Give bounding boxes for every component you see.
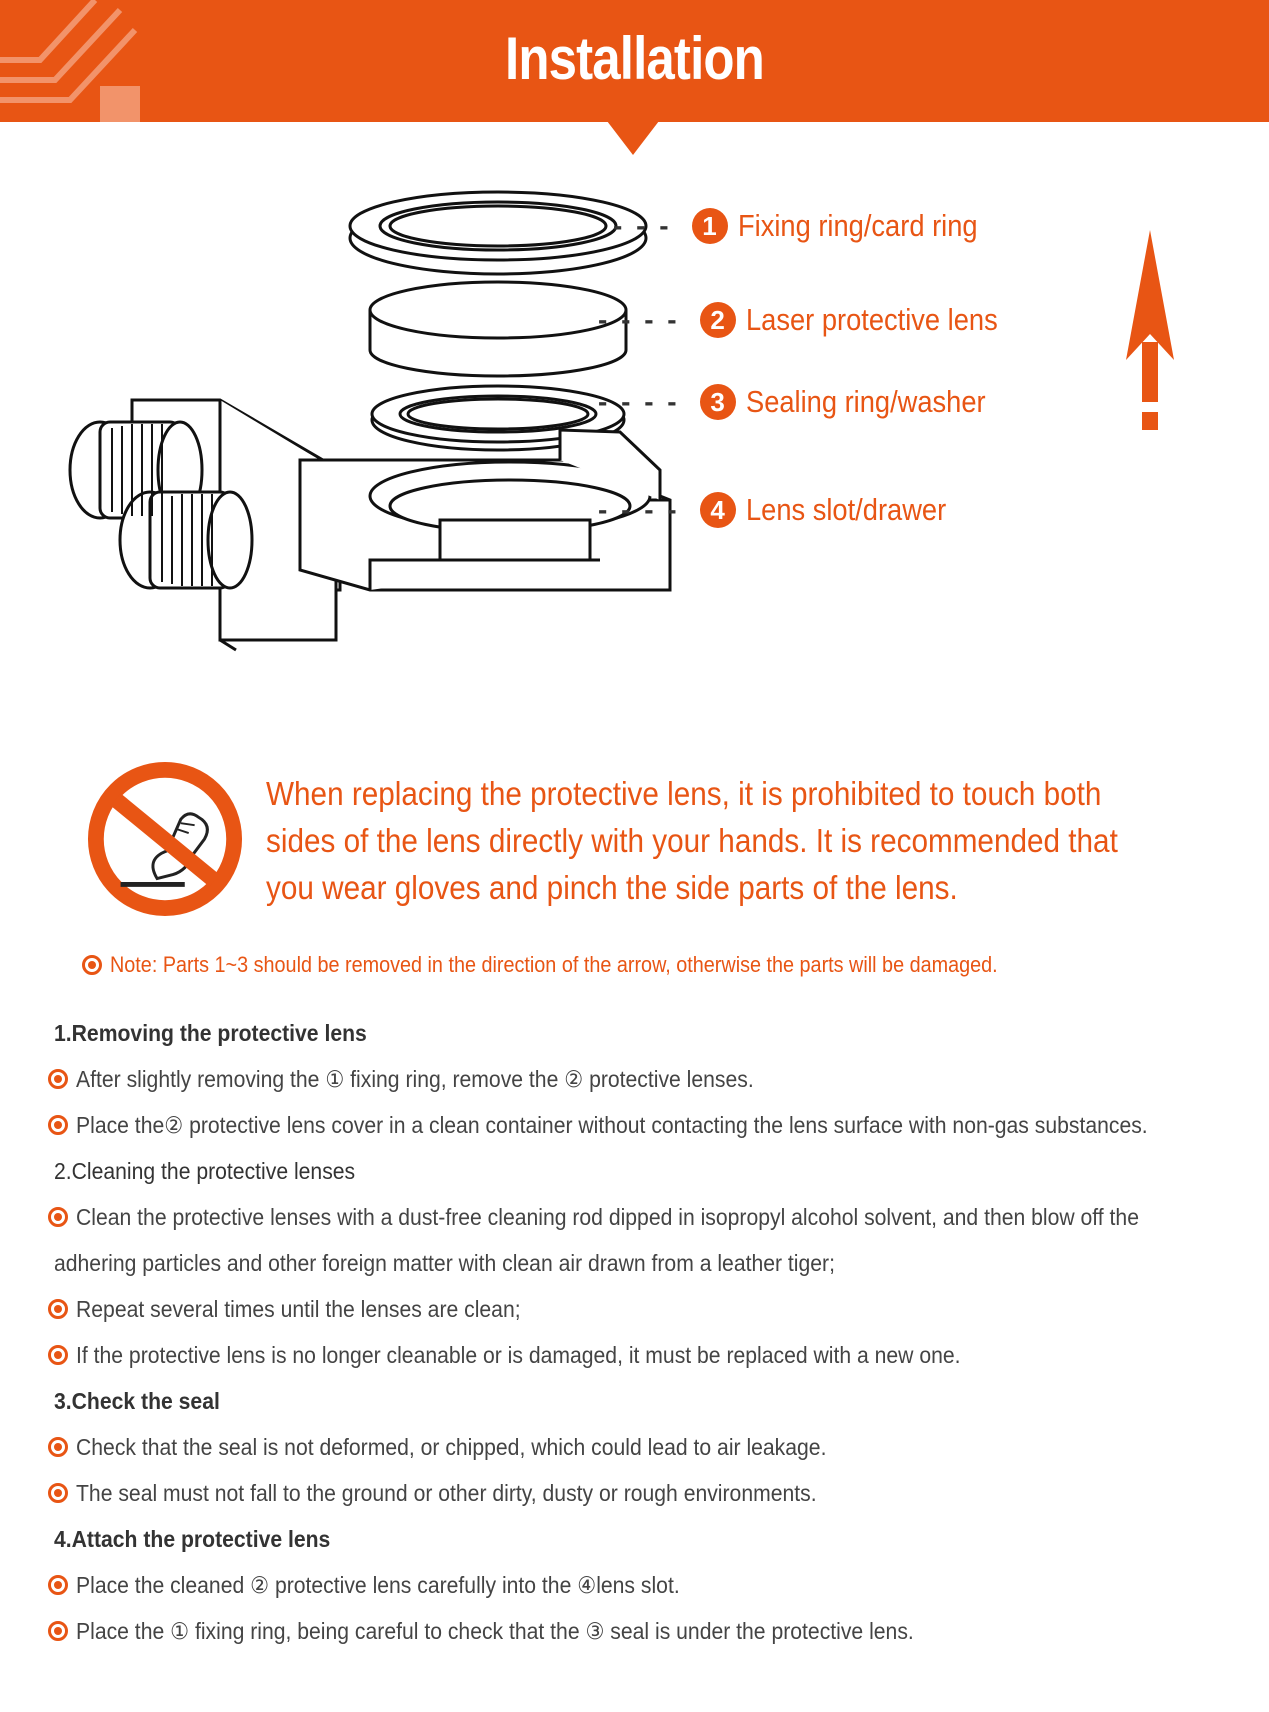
- bullet-dot-icon: [48, 1575, 68, 1595]
- number-3-icon: 3: [700, 384, 736, 420]
- list-item: If the protective lens is no longer cleanable or is damaged, it must be replaced with a new one.: [48, 1332, 1248, 1378]
- bullet-dot-icon: [48, 1345, 68, 1365]
- list-item: The seal must not fall to the ground or other dirty, dusty or rough environments.: [48, 1470, 1248, 1516]
- warning-line: you wear gloves and pinch the side parts of the lens.: [266, 869, 958, 906]
- bullet-dot-icon: [48, 1207, 68, 1227]
- bullet-dot-icon: [48, 1437, 68, 1457]
- list-item: Clean the protective lenses with a dust-free cleaning rod dipped in isopropyl alcohol solvent, and then blow off the: [48, 1194, 1248, 1240]
- number-1-icon: 1: [692, 208, 728, 244]
- list-item: Place the cleaned ② protective lens carefully into the ④lens slot.: [48, 1562, 1248, 1608]
- bullet-dot-icon: [48, 1299, 68, 1319]
- lens-holder-drawing-icon: [40, 170, 740, 710]
- number-4-icon: 4: [700, 492, 736, 528]
- bullet-dot-icon: [82, 955, 102, 975]
- bullet-dot-icon: [48, 1069, 68, 1089]
- no-touch-hand-icon: [86, 760, 244, 918]
- list-item: Repeat several times until the lenses are clean;: [48, 1286, 1248, 1332]
- bullet-dot-icon: [48, 1483, 68, 1503]
- list-item-continuation: adhering particles and other foreign matter with clean air drawn from a leather tiger;: [54, 1249, 835, 1276]
- callout-protective-lens: - - - - 2 Laser protective lens: [598, 302, 998, 337]
- page-title: Installation: [504, 25, 764, 92]
- list-item: Place the② protective lens cover in a clean container without contacting the lens surface with non-gas substances.: [48, 1102, 1248, 1148]
- section-heading: 1.Removing the protective lens: [54, 1019, 367, 1046]
- list-item: After slightly removing the ① fixing ring, remove the ② protective lenses.: [48, 1056, 1248, 1102]
- callout-sealing-ring: - - - - 3 Sealing ring/washer: [598, 384, 986, 419]
- warning-line: sides of the lens directly with your hands. It is recommended that: [266, 822, 1118, 859]
- warning-text: [266, 770, 1226, 911]
- number-2-icon: 2: [700, 302, 736, 338]
- section-heading: 4.Attach the protective lens: [54, 1525, 331, 1552]
- instruction-list: [48, 1010, 1248, 1654]
- list-item: Check that the seal is not deformed, or chipped, which could lead to air leakage.: [48, 1424, 1248, 1470]
- header-banner: [0, 0, 1269, 122]
- warning-line: When replacing the protective lens, it is prohibited to touch both: [266, 775, 1102, 812]
- lens-assembly-diagram: [40, 170, 1250, 710]
- bullet-dot-icon: [48, 1621, 68, 1641]
- section-heading: 3.Check the seal: [54, 1387, 220, 1414]
- bullet-dot-icon: [48, 1115, 68, 1135]
- header-notch: [607, 121, 659, 155]
- section-heading: 2.Cleaning the protective lenses: [54, 1157, 356, 1184]
- callout-fixing-ring: - - - 1 Fixing ring/card ring: [613, 208, 978, 243]
- note: Note: Parts 1~3 should be removed in the direction of the arrow, otherwise the parts will be damaged.: [82, 952, 1096, 978]
- list-item: Place the ① fixing ring, being careful to check that the ③ seal is under the protective lens.: [48, 1608, 1248, 1654]
- callout-lens-slot: - - - - 4 Lens slot/drawer: [598, 492, 946, 527]
- up-arrow-icon: [1120, 230, 1180, 450]
